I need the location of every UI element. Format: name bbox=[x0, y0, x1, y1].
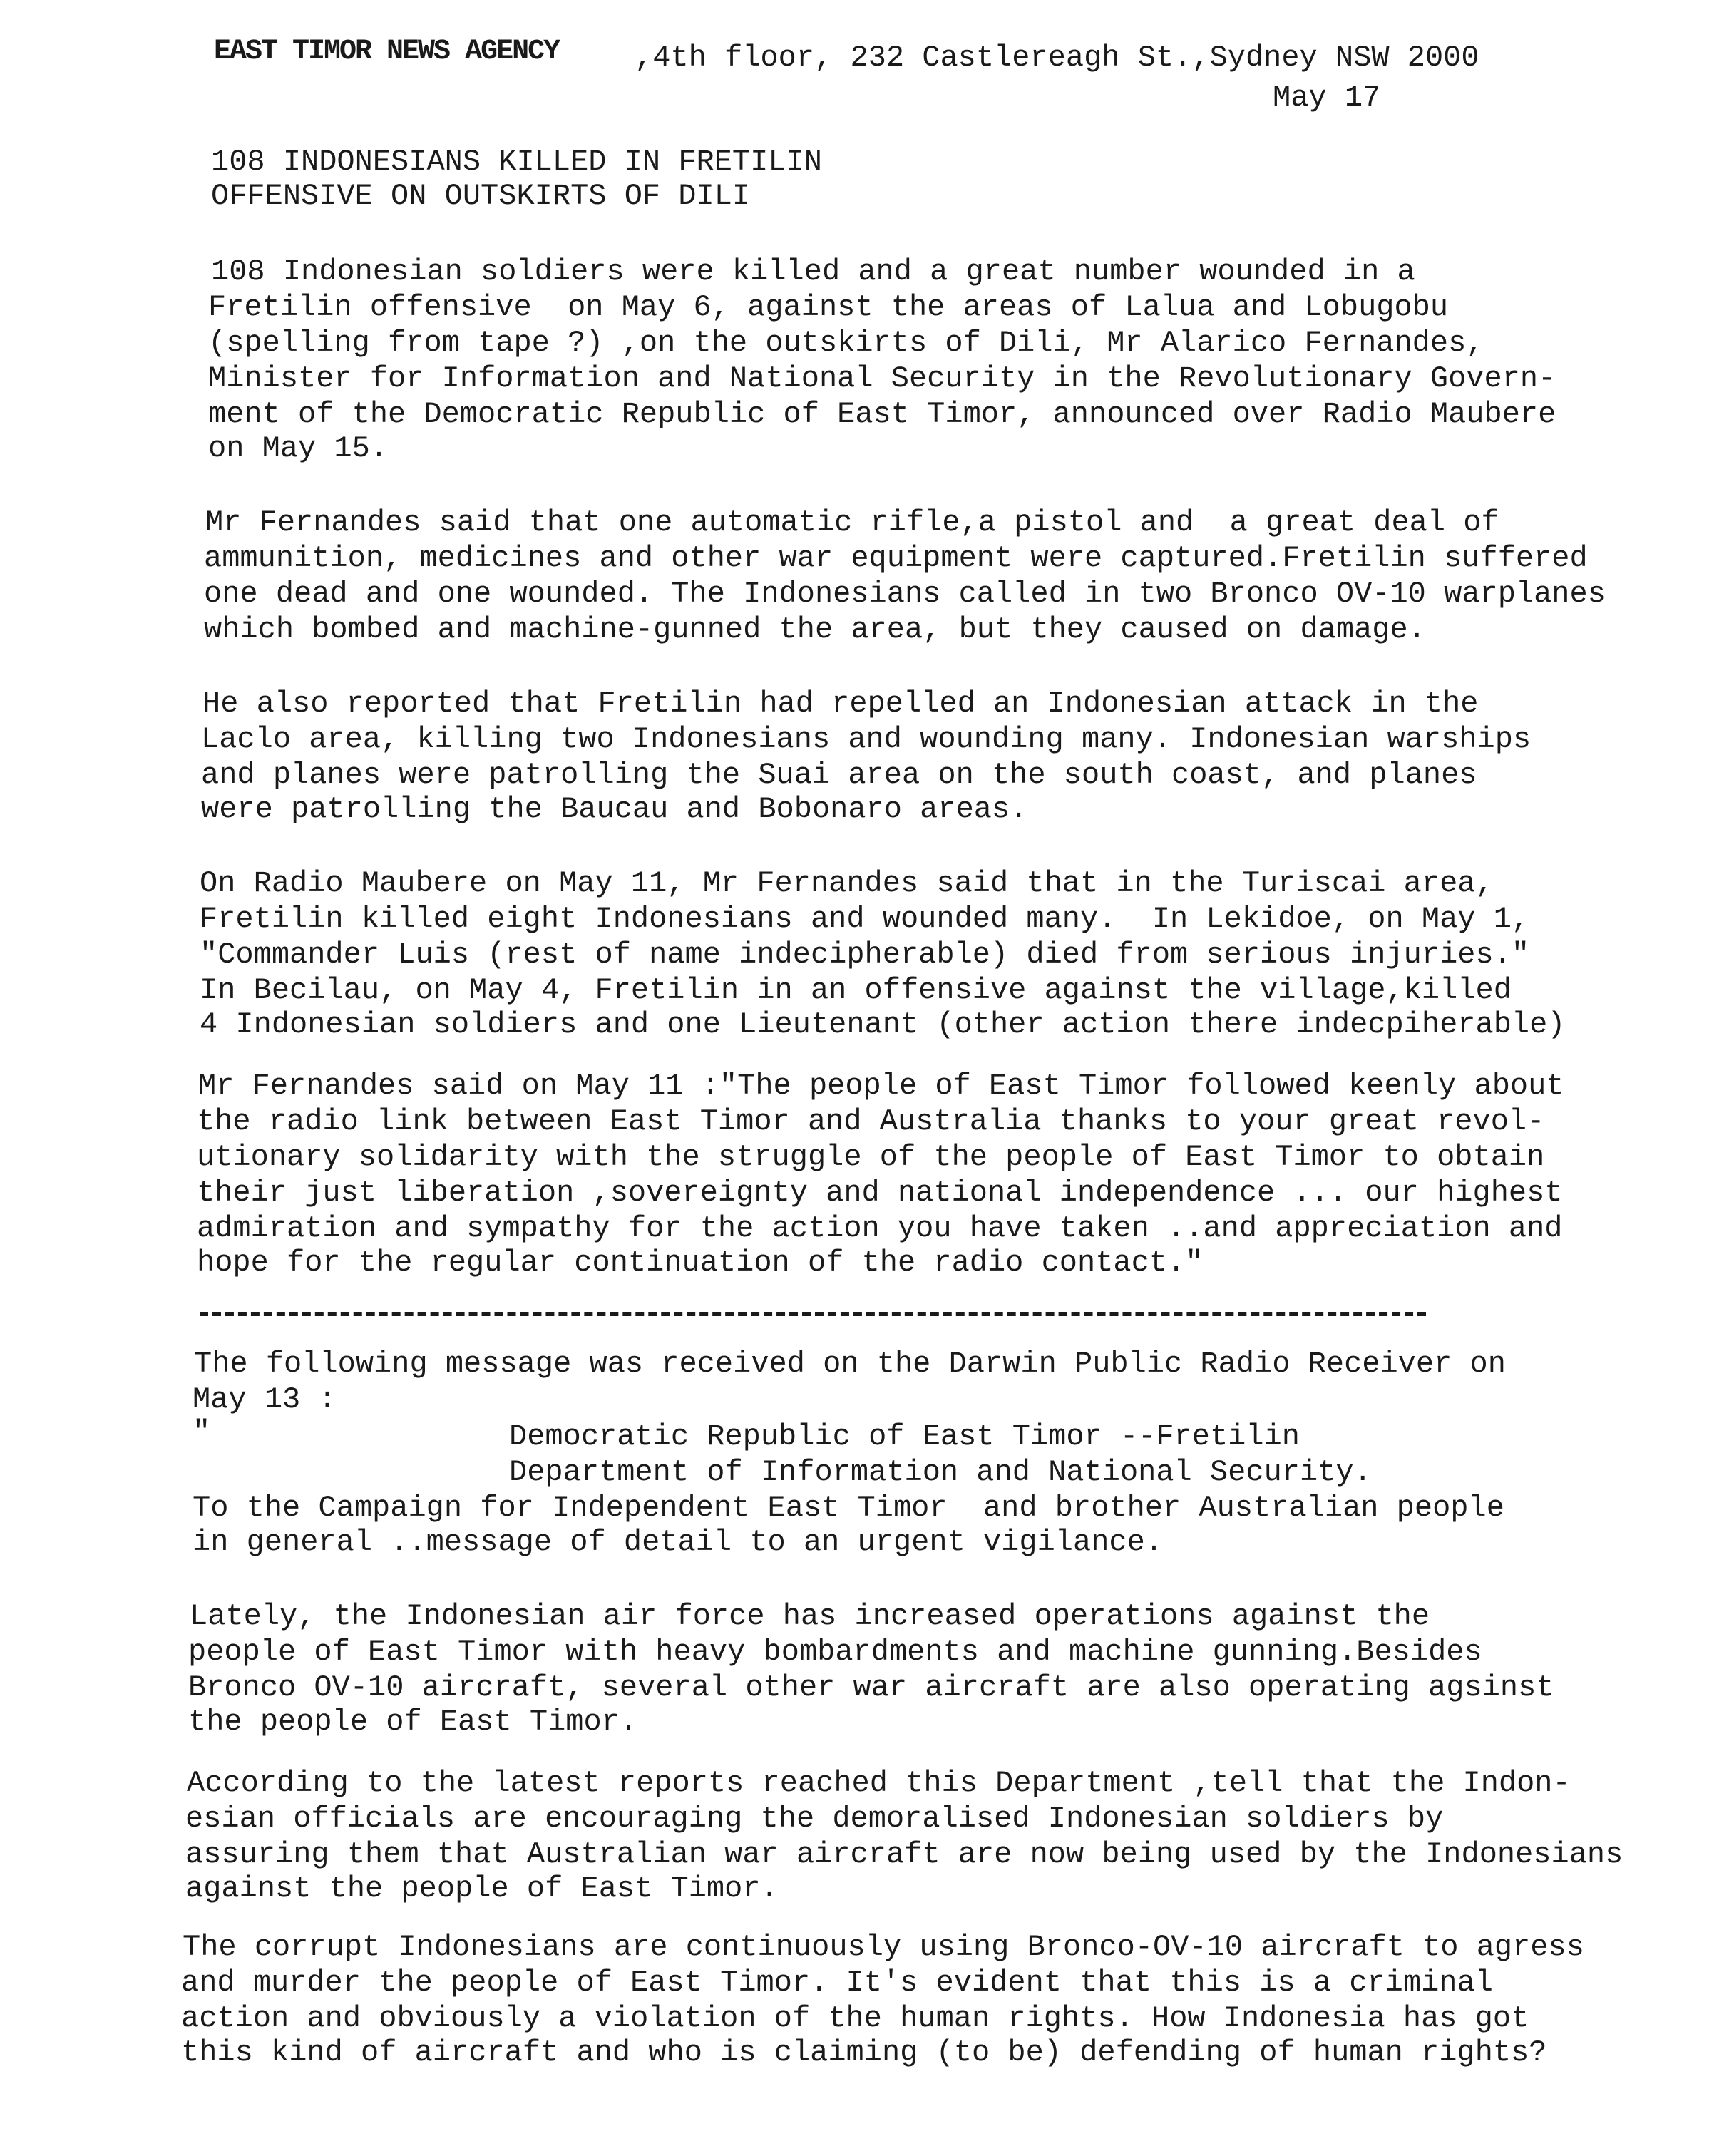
body-line: which bombed and machine-gunned the area, but they caused on damage. bbox=[204, 612, 1426, 647]
body-line: in general ..message of detail to an urgent vigilance. bbox=[193, 1525, 1164, 1559]
body-line: "Commander Luis (rest of name indecipherable) died from serious injuries." bbox=[200, 938, 1530, 972]
body-line: utionary solidarity with the struggle of the people of East Timor to obtain bbox=[197, 1140, 1545, 1174]
agency-address: ,4th floor, 232 Castlereagh St.,Sydney NSW 2000 bbox=[635, 41, 1479, 75]
body-line: To the Campaign for Independent East Timor and brother Australian people bbox=[193, 1491, 1504, 1525]
body-line: Fretilin killed eight Indonesians and wounded many. In Lekidoe, on May 1, bbox=[200, 902, 1530, 936]
body-line: On Radio Maubere on May 11, Mr Fernandes said that in the Turiscai area, bbox=[200, 866, 1494, 900]
body-line: " bbox=[193, 1415, 211, 1449]
body-line: on May 15. bbox=[208, 431, 389, 466]
body-line: hope for the regular continuation of the radio contact." bbox=[197, 1246, 1204, 1280]
body-line: one dead and one wounded. The Indonesians called in two Bronco OV-10 warplanes bbox=[204, 577, 1606, 611]
body-line: admiration and sympathy for the action you have taken ..and appreciation and bbox=[197, 1211, 1563, 1246]
body-line: esian officials are encouraging the demoralised Indonesian soldiers by bbox=[185, 1802, 1444, 1836]
body-line: the people of East Timor. bbox=[188, 1705, 638, 1739]
headline-line: OFFENSIVE ON OUTSKIRTS OF DILI bbox=[211, 179, 751, 213]
body-line: the radio link between East Timor and Australia thanks to your great revol- bbox=[197, 1104, 1545, 1139]
body-line: and planes were patrolling the Suai area on the south coast, and planes bbox=[201, 758, 1477, 792]
body-line: May 13 : bbox=[193, 1382, 337, 1417]
body-line: action and obviously a violation of the human rights. How Indonesia has got bbox=[181, 2001, 1529, 2036]
body-line: ammunition, medicines and other war equipment were captured.Fretilin suffered bbox=[204, 541, 1588, 575]
body-line: Laclo area, killing two Indonesians and wounding many. Indonesian warships bbox=[201, 722, 1532, 756]
body-line: He also reported that Fretilin had repelled an Indonesian attack in the bbox=[202, 687, 1479, 721]
body-line: ment of the Democratic Republic of East Timor, announced over Radio Maubere bbox=[208, 397, 1556, 431]
body-line: Fretilin offensive on May 6, against the areas of Lalua and Lobugobu bbox=[208, 290, 1449, 324]
body-line: 108 Indonesian soldiers were killed and a great number wounded in a bbox=[211, 255, 1415, 289]
body-line: In Becilau, on May 4, Fretilin in an offensive against the village,killed bbox=[200, 973, 1512, 1007]
body-line: Lately, the Indonesian air force has increased operations against the bbox=[190, 1599, 1430, 1633]
body-line: this kind of aircraft and who is claiming (to be) defending of human rights? bbox=[181, 2036, 1547, 2070]
body-line: According to the latest reports reached this Department ,tell that the Indon- bbox=[187, 1766, 1571, 1800]
body-line: people of East Timor with heavy bombardments and machine gunning.Besides bbox=[188, 1635, 1482, 1669]
body-line: assuring them that Australian war aircraft are now being used by the Indonesians bbox=[185, 1837, 1623, 1872]
body-line: were patrolling the Baucau and Bobonaro areas. bbox=[201, 792, 1028, 826]
body-line: (spelling from tape ?) ,on the outskirts of Dili, Mr Alarico Fernandes, bbox=[208, 326, 1484, 360]
document-date: May 17 bbox=[1273, 81, 1381, 115]
body-line: The corrupt Indonesians are continuously using Bronco-OV-10 aircraft to agress bbox=[183, 1930, 1584, 1964]
body-line: 4 Indonesian soldiers and one Lieutenant (other action there indecpiherable) bbox=[200, 1007, 1566, 1042]
body-line: and murder the people of East Timor. It's evident that this is a criminal bbox=[181, 1966, 1493, 2000]
body-line: Bronco OV-10 aircraft, several other war aircraft are also operating agsinst bbox=[188, 1670, 1554, 1705]
body-line: Mr Fernandes said on May 11 :"The people of East Timor followed keenly about bbox=[198, 1069, 1564, 1103]
headline-line: 108 INDONESIANS KILLED IN FRETILIN bbox=[211, 145, 822, 179]
dashed-divider bbox=[200, 1312, 1426, 1316]
body-line: Department of Information and National Security. bbox=[509, 1455, 1372, 1489]
body-line: Mr Fernandes said that one automatic rifle,a pistol and a great deal of bbox=[205, 505, 1499, 540]
body-line: Minister for Information and National Security in the Revolutionary Govern- bbox=[208, 361, 1556, 396]
body-line: The following message was received on the Darwin Public Radio Receiver on bbox=[194, 1347, 1506, 1381]
body-line: their just liberation ,sovereignty and national independence ... our highest bbox=[197, 1176, 1563, 1210]
agency-name: EAST TIMOR NEWS AGENCY bbox=[214, 36, 560, 68]
body-line: Democratic Republic of East Timor --Fretilin bbox=[509, 1420, 1300, 1454]
body-line: against the people of East Timor. bbox=[185, 1872, 779, 1906]
